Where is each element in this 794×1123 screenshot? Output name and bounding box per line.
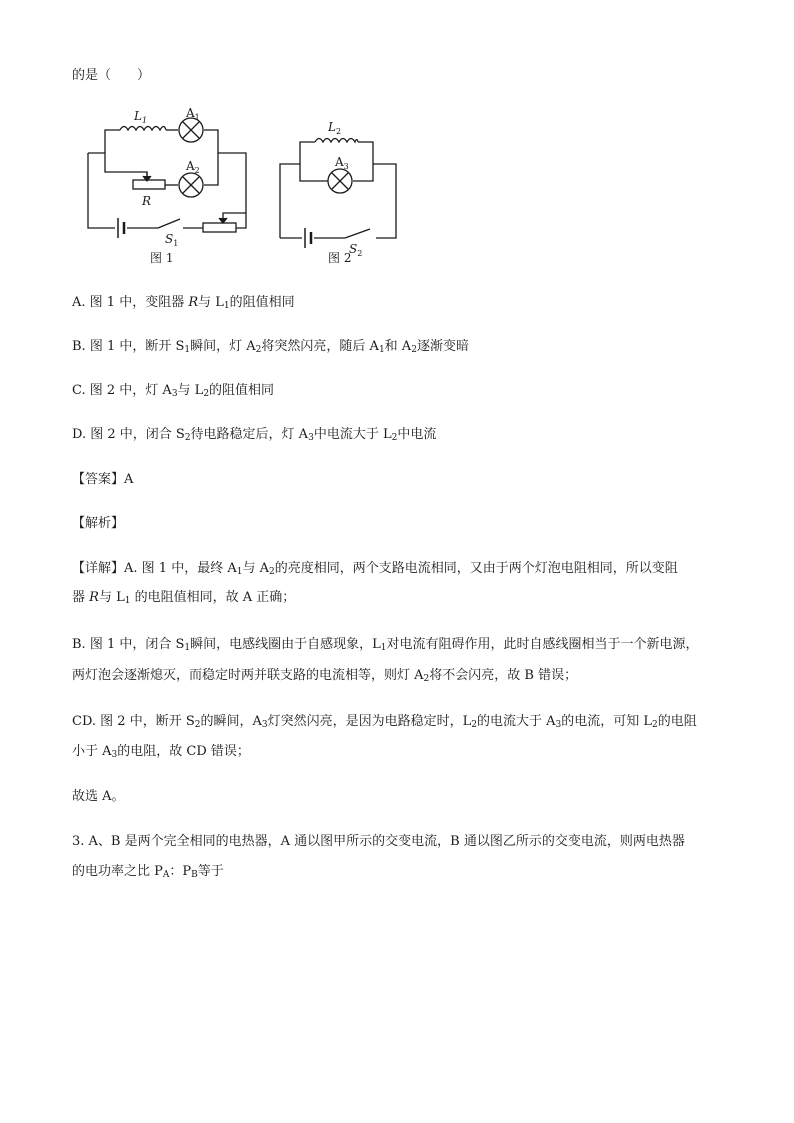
option-a: A. 图 1 中，变阻器 R与 $L_1$的阻值相同 xyxy=(72,295,295,311)
option-b: B. 图 1 中，断开 $S_1$瞬间，灯 $A_2$将突然闪亮，随后 $A_1$和 $A_2$逐渐变暗 xyxy=(72,339,469,355)
answer-line xyxy=(72,472,133,488)
detail-p2-line2: 两灯泡会逐渐熄灭，而稳定时两并联支路的电流相等，则灯 $A_2$将不会闪亮，故 B 错误； xyxy=(72,668,578,684)
detail-p1-line2: 器 R与 $L_1$ 的电阻值相同，故 A 正确； xyxy=(72,590,296,606)
fig2-caption: 图 2 xyxy=(328,251,352,265)
lamp-a3-icon xyxy=(328,169,352,193)
circuit-figure xyxy=(0,0,794,300)
battery-fig1-icon xyxy=(118,218,124,238)
battery-fig2-icon xyxy=(305,228,311,248)
detail-p2-line1: B. 图 1 中，闭合 $S_1$瞬间，电感线圈由于自感现象，$L_1$对电流有阻碍作用，此时自感线圈相当于一个新电源， xyxy=(72,637,699,653)
detail-p4: 故选 A。 xyxy=(72,789,125,804)
fig2-wire-a3-right xyxy=(353,164,373,181)
answer-value: A xyxy=(124,472,134,487)
fig1-wire-left-branch xyxy=(88,153,147,180)
label-s2: $S_2$ xyxy=(349,242,363,258)
question-3-line2: 的电功率之比 $P_A$：$P_B$等于 xyxy=(72,864,224,880)
detail-p1-line1: 【详解】A. 图 1 中，最终 $A_1$与 $A_2$的亮度相同，两个支路电流相同，又由于两个灯泡电阻相同，所以变阻 xyxy=(72,561,678,577)
label-l1: $L_1$ xyxy=(134,109,148,125)
question-tail: 的是（ ） xyxy=(72,68,151,83)
lamp-a2-icon xyxy=(179,173,203,197)
inductor-l1-icon xyxy=(120,127,166,131)
switch-s2-icon xyxy=(345,229,370,238)
switch-s1-icon xyxy=(158,219,180,228)
fig2-wire-a3-left xyxy=(300,164,328,181)
option-d: D. 图 2 中，闭合 $S_2$待电路稳定后，灯 $A_3$中电流大于 $L_2$中电流 xyxy=(72,427,437,443)
answer-tag: 【答案】 xyxy=(72,472,125,487)
fig1-wire-top-left xyxy=(105,130,120,153)
question-3-line1: 3. A、B 是两个完全相同的电热器，A 通以图甲所示的交变电流，B 通以图乙所示的交变电流，则两电热器 xyxy=(72,834,685,849)
option-c: C. 图 2 中，灯 $A_3$与 $L_2$的阻值相同 xyxy=(72,383,275,399)
fig1-wire-a2-right xyxy=(204,153,218,185)
fig1-wire-top-right xyxy=(204,130,246,222)
detail-p3-line2: 小于 $A_3$的电阻，故 CD 错误； xyxy=(72,744,250,760)
fig2-wire-left xyxy=(280,142,315,238)
label-a3: $A_3$ xyxy=(335,155,349,171)
label-r: R xyxy=(142,194,152,208)
rheostat-r-icon xyxy=(133,172,165,189)
fig1-wire-left-vertical xyxy=(88,153,115,228)
inductor-l2-icon xyxy=(315,139,358,143)
rheostat-right-icon xyxy=(203,213,246,232)
label-l2: $L_2$ xyxy=(328,120,342,136)
fig1-wire-rheostat-right xyxy=(236,222,246,228)
fig2-wire-right xyxy=(358,142,396,238)
analysis-tag: 【解析】 xyxy=(72,516,125,531)
fig1-caption: 图 1 xyxy=(150,251,174,265)
label-s1: $S_1$ xyxy=(165,232,179,248)
label-a2: $A_2$ xyxy=(186,159,200,175)
detail-p3-line1: CD. 图 2 中，断开 $S_2$的瞬间，$A_3$灯突然闪亮，是因为电路稳定时，$L_2$的电流大于 $A_3$的电流，可知 $L_2$的电阻 xyxy=(72,714,697,730)
label-a1: $A_1$ xyxy=(186,106,200,122)
